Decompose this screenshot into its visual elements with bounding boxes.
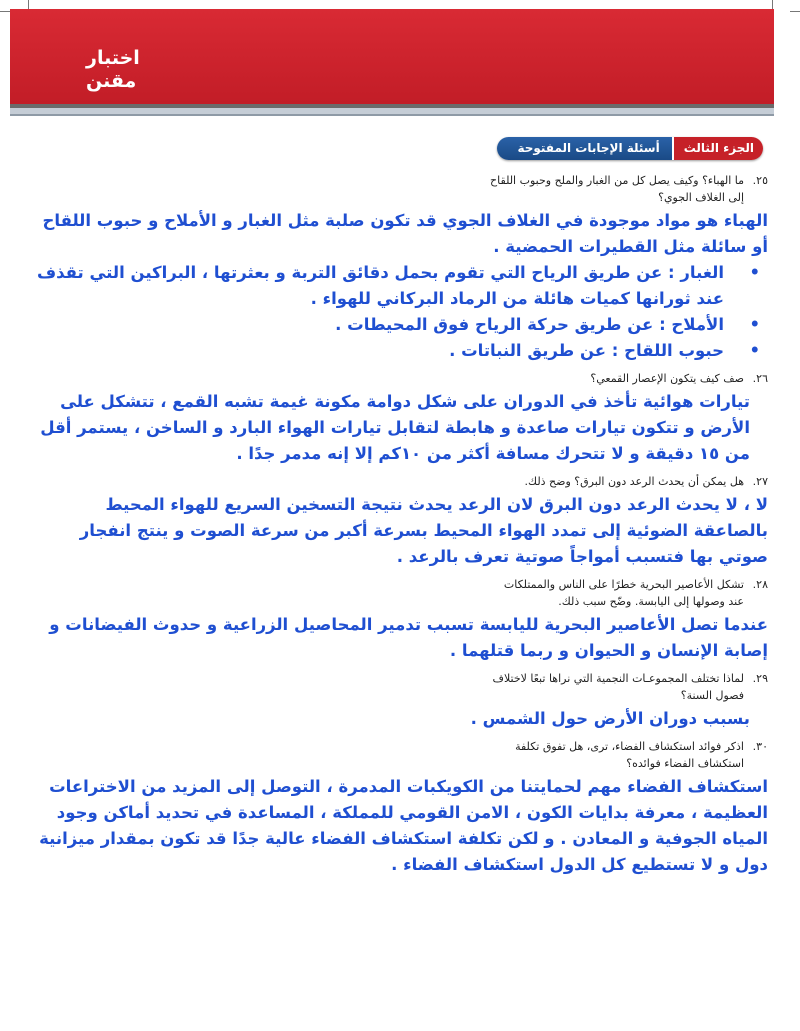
answer-bullet: • الغبار : عن طريق الرياح التي تقوم بحمل دقائق التربة و بعثرتها ، البراكين التي تقذف عند ثورانها كميات هائلة من الرماد البركاني للهواء .: [28, 260, 724, 312]
section-header: [497, 137, 763, 160]
question-text: تشكل الأعاصير البحرية خطرًا على الناس والممتلكات عند وصولها إلى اليابسة. وضّح سبب ذلك.: [503, 578, 744, 608]
answer-bullet: • حبوب اللقاح : عن طريق النباتات .: [28, 338, 724, 364]
question-text: اذكر فوائد استكشاف الفضاء، ترى، هل تفوق تكلفة استكشاف الفضاء فوائده؟: [515, 740, 744, 770]
answer-30: استكشاف الفضاء مهم لحمايتنا من الكويكبات المدمرة ، التوصل إلى المزيد من الاختراعات العظيمة ، معرفة بدايات الكون ، الامن القومي للمملكة ، المساعدة في تحديد أماكن وجود المياه الجوفية و المعادن . و لكن تكلفة استكشاف الفضاء عالية جدًا قد تكون بمقدار ميزانية دول و لا تستطيع كل الدول استكشاف الفضاء .: [39, 777, 768, 874]
question-27: [488, 473, 768, 490]
question-26: [488, 370, 768, 387]
answer-bullet: • الأملاح : عن طريق حركة الرياح فوق المحيطات .: [28, 312, 724, 338]
banner-title: [86, 47, 166, 93]
question-28: [488, 576, 768, 610]
answer-28: عندما تصل الأعاصير البحرية لليابسة تسبب تدمير المحاصيل الزراعية و حدوث الفيضانات و إصابة الإنسان و الحيوان و ربما قتلهما .: [49, 615, 768, 660]
answer-25-bullets: [28, 260, 768, 364]
answer-29: بسبب دوران الأرض حول الشمس .: [470, 709, 750, 728]
question-number: ٢٥.: [752, 174, 768, 187]
answer-26: تيارات هوائية تأخذ في الدوران على شكل دوامة مكونة غيمة تشبه القمع ، تتشكل على الأرض و تتكون تيارات صاعدة و هابطة لتقابل تيارات الهواء البارد و الساخن ، يستمر أقل من ١٥ دقيقة و لا تتحرك مسافة أكثر من ١٠كم إلا إنه مدمر جدًا .: [40, 392, 750, 463]
question-number: ٣٠.: [752, 740, 768, 753]
question-number: ٢٦.: [752, 372, 768, 385]
crop-mark: [0, 11, 10, 12]
question-29: [488, 670, 768, 704]
questions-content: [28, 172, 768, 878]
answer-27: لا ، لا يحدث الرعد دون البرق لان الرعد يحدث نتيجة التسخين السريع للهواء المحيط بالصاعقة الضوئية إلى تمدد الهواء المحيط بسرعة أكبر من سرعة الصوت و ينتج انفجار صوتي بها فتسبب أمواجاً صوتية تعرف بالرعد .: [79, 495, 768, 566]
section-part-label: الجزء الثالث: [674, 137, 763, 160]
answer-25: الهباء هو مواد موجودة في الغلاف الجوي قد تكون صلبة مثل الغبار و الأملاح و حبوب اللقاح أو سائلة مثل القطيرات الحمضية .: [42, 211, 768, 256]
question-text: صف كيف يتكون الإعصار القمعي؟: [590, 372, 744, 385]
question-number: ٢٨.: [752, 578, 768, 591]
question-number: ٢٩.: [752, 672, 768, 685]
question-text: لماذا تختلف المجموعـات النجمية التي نراها تبعًا لاختلاف فصول السنة؟: [492, 672, 744, 702]
header-rule: [10, 114, 774, 116]
header-banner: [10, 9, 774, 104]
crop-mark: [790, 11, 800, 12]
question-text: هل يمكن أن يحدث الرعد دون البرق؟ وضح ذلك.: [524, 475, 744, 488]
banner-title-line2: مقنن: [86, 70, 137, 92]
banner-title-line1: اختبار: [86, 47, 140, 69]
section-title: أسئلة الإجابات المفتوحة: [497, 137, 674, 160]
question-30: [488, 738, 768, 772]
question-25: [488, 172, 768, 206]
question-text: ما الهباء؟ وكيف يصل كل من الغبار والملح وحبوب اللقاح إلى الغلاف الجوي؟: [490, 174, 744, 204]
question-number: ٢٧.: [752, 475, 768, 488]
